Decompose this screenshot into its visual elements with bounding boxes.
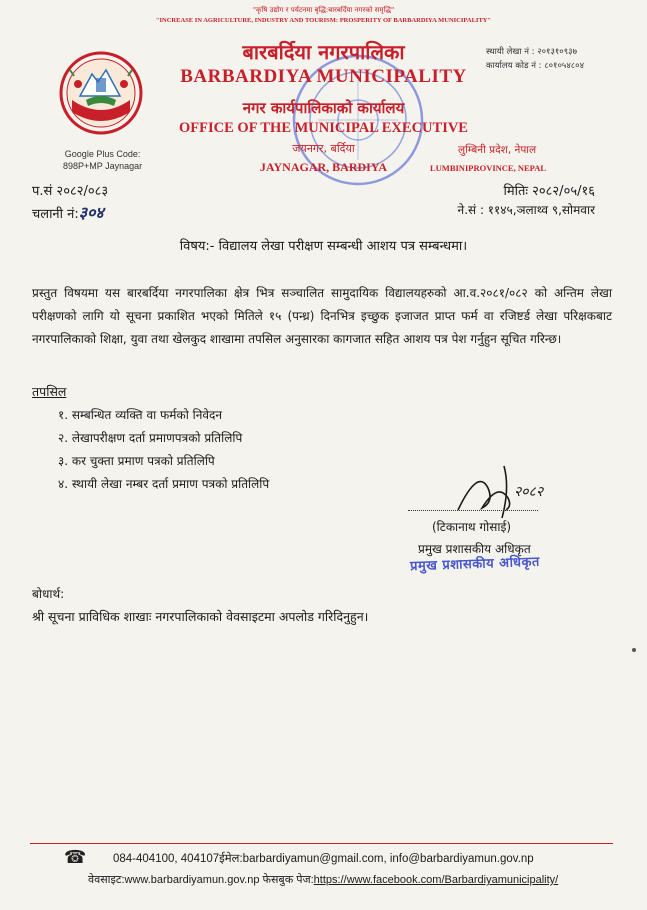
- paper-mark: [632, 648, 636, 652]
- province-english: LUMBINIPROVINCE, NEPAL: [430, 163, 547, 173]
- location-english: JAYNAGAR, BARDIYA: [259, 160, 388, 174]
- reference-number: प.सं २०८२/०८३: [32, 184, 109, 199]
- letter-body: प्रस्तुत विषयमा यस बारबर्दिया नगरपालिका क्षेत्र भित्र सञ्चालित सामुदायिक विद्यालयहरुको आ.व.२०८१/०८२ को अन्तिम लेखा परीक्षणको लागि यो सूचना प्रकाशित भएको मितिले १५ (पन्ध्र) दिनभित्र इच्छुक इजाजत प्राप्त फर्म वा रजिष्टर्ड लेखा परिक्षकबाट नगरपालिकाको शिक्षा, युवा तथा खेलकुद शाखामा तपसिल अनुसारका कागजात सहित आशय पत्र पेश गर्नुहुन सूचित गरिन्छ।: [32, 286, 612, 346]
- list-item: १. सम्बन्धित व्यक्ति वा फर्मको निवेदन: [58, 408, 223, 422]
- facebook-link[interactable]: https://www.facebook.com/Barbardiyamunicipality/: [313, 874, 559, 886]
- dispatch-label: चलानी नं:: [32, 207, 79, 222]
- footer-divider: [30, 843, 613, 844]
- google-plus-code-label: Google Plus Code:: [64, 149, 141, 159]
- list-item: ३. कर चुक्ता प्रमाण पत्रको प्रतिलिपि: [58, 454, 215, 468]
- office-name-english: OFFICE OF THE MUNICIPAL EXECUTIVE: [179, 120, 468, 136]
- location-nepali: जयनगर, बर्दिया: [292, 142, 355, 155]
- letter-subject: विषय:- विद्यालय लेखा परीक्षण सम्बन्धी आशय पत्र सम्बन्धमा।: [179, 239, 468, 254]
- dispatch-handwritten-number: ३०४: [78, 203, 104, 222]
- nepal-samvat-date: ने.सं : ११४५,ञलाथ्व ९,सोमवार: [457, 203, 595, 217]
- municipality-name-english: BARBARDIYA MUNICIPALITY: [180, 66, 467, 87]
- list-item: ४. स्थायी लेखा नम्बर दर्ता प्रमाण पत्रको प्रतिलिपि: [58, 477, 270, 491]
- handwritten-signature-icon: [448, 458, 560, 524]
- dispatch-number: [32, 201, 104, 223]
- footer-contact: 084-404100, 404107ईमेल:barbardiyamun@gmail.com, info@barbardiyamun.gov.np: [113, 853, 534, 865]
- google-plus-code: [63, 148, 142, 172]
- tapsil-list: [58, 404, 269, 496]
- pan-number: स्थायी लेखा नं : २०१३१०९३७: [486, 47, 577, 57]
- designation-stamp: प्रमुख प्रशासकीय अधिकृत: [409, 554, 541, 575]
- footer-web: [88, 872, 558, 887]
- info-section-note: श्री सूचना प्राविधिक शाखाः नगरपालिकाको वेवसाइटमा अपलोड गरिदिनुहुन।: [32, 609, 369, 624]
- google-plus-code-value: 898P+MP Jaynagar: [63, 161, 143, 171]
- phone-icon: ☎: [64, 847, 87, 868]
- signature-line: [408, 510, 538, 511]
- office-name-nepali: नगर कार्यपालिकाको कार्यालय: [242, 99, 405, 117]
- office-code: कार्यालय कोड नं : ८०१०५४८०४: [486, 61, 585, 71]
- signatory-name: (टिकानाथ गोसाई): [432, 520, 512, 534]
- signatory-title: प्रमुख प्रशासकीय अधिकृत: [418, 542, 531, 556]
- slogan-english: "INCREASE IN AGRICULTURE, INDUSTRY AND TOURISM: PROSPERITY OF BARBARDIYA MUNICIPALITY": [155, 17, 492, 24]
- list-item: २. लेखापरीक्षण दर्ता प्रमाणपत्रको प्रतिलिपि: [58, 431, 243, 445]
- pan-info: [486, 45, 584, 73]
- province-nepali: लुम्बिनी प्रदेश, नेपाल: [458, 144, 537, 156]
- signature-scrawl-text: २०८२: [514, 484, 544, 500]
- tapsil-heading: तपसिल: [32, 384, 67, 399]
- slogan-nepali: "कृषि उद्योग र पर्यटनमा बृद्धि:बारबर्दिया नगरको समृद्धि": [252, 6, 395, 14]
- footer-website: वेवसाइट:www.barbardiyamun.gov.np फेसबुक पेज:: [88, 874, 314, 886]
- municipality-name-nepali: बारबर्दिया नगरपालिका: [242, 40, 405, 64]
- letter-date: मितिः २०८२/०५/१६: [503, 184, 595, 199]
- bodhartha-label: बोधार्थ:: [32, 587, 65, 601]
